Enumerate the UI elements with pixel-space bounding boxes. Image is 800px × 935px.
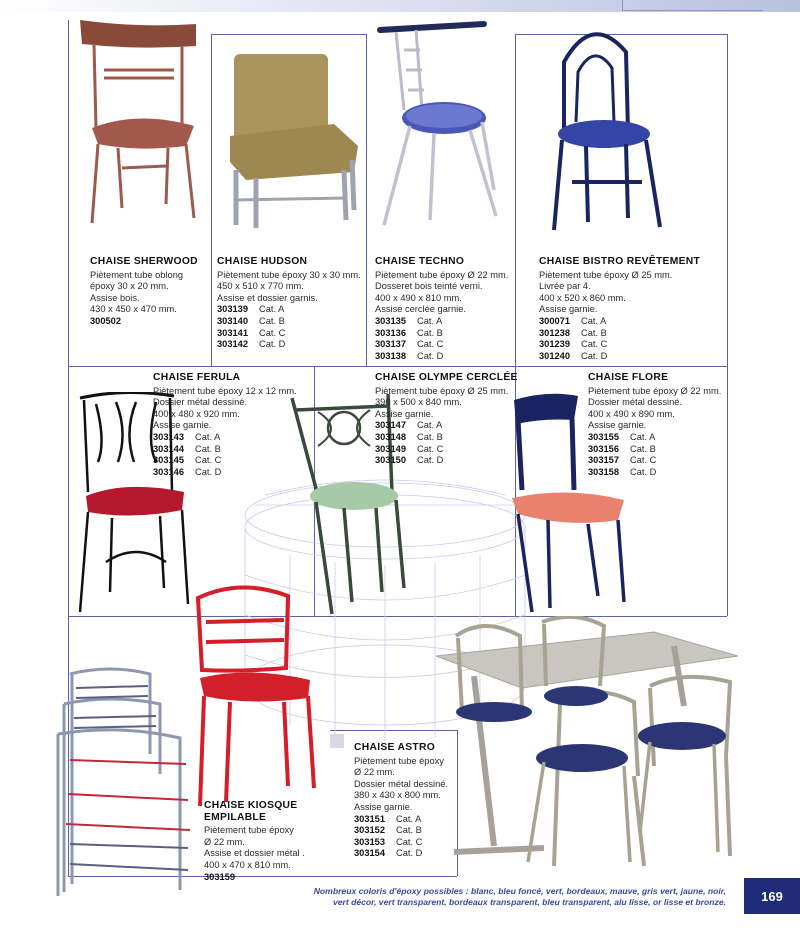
rule-h-3 <box>68 366 727 367</box>
astro-price-row <box>354 848 448 860</box>
bistro-price-row <box>539 351 700 363</box>
hudson-price-row <box>217 328 361 340</box>
category: Cat. B <box>417 327 443 338</box>
product-code: 303141 <box>217 327 249 338</box>
hudson-description <box>217 256 361 351</box>
techno-price-row <box>375 316 508 328</box>
color-options-note <box>250 886 726 908</box>
category: Cat. C <box>630 455 657 466</box>
ferula-price-row <box>153 444 297 456</box>
ferula-description <box>153 372 297 478</box>
category: Cat. D <box>630 466 657 477</box>
astro-line: Dossier métal dessiné. <box>354 778 449 789</box>
kiosque-line: Assise et dossier métal . <box>204 848 305 859</box>
techno-price-row <box>375 351 508 363</box>
flore-price-row <box>588 467 721 479</box>
astro-table-chairs-image <box>434 616 740 872</box>
bistro-chair-image <box>542 22 672 234</box>
product-code: 303152 <box>354 825 386 836</box>
category: Cat. B <box>195 443 221 454</box>
category: Cat. B <box>630 443 656 454</box>
flore-line: Piètement tube époxy Ø 22 mm. <box>588 385 722 396</box>
olympe-line: 390 x 500 x 840 mm. <box>375 397 462 408</box>
kiosque-title-2: EMPILABLE <box>204 811 267 823</box>
ferula-price-row <box>153 455 297 467</box>
kiosque-line: 400 x 470 x 810 mm. <box>204 859 291 870</box>
category: Cat. D <box>581 350 608 361</box>
category: Cat. D <box>259 339 286 350</box>
bistro-price-row <box>539 339 700 351</box>
category: Cat. C <box>396 836 423 847</box>
olympe-price-row <box>375 432 518 444</box>
bistro-line: 400 x 520 x 860 mm. <box>539 292 626 303</box>
category: Cat. B <box>259 315 285 326</box>
astro-line: Piètement tube époxy <box>354 755 444 766</box>
product-code: 303137 <box>375 339 407 350</box>
product-code: 303143 <box>153 431 185 442</box>
bistro-price-row <box>539 328 700 340</box>
sherwood-chair-image <box>78 18 208 228</box>
bistro-line: Piètement tube époxy Ø 25 mm. <box>539 269 673 280</box>
bistro-title: CHAISE BISTRO REVÊTEMENT <box>539 256 701 267</box>
kiosque-title: CHAISE KIOSQUE <box>204 800 298 811</box>
category: Cat. A <box>417 315 443 326</box>
category: Cat. C <box>417 339 444 350</box>
product-code: 303155 <box>588 431 620 442</box>
note-line-1: Nombreux coloris d'époxy possibles : blanc, bleu foncé, vert, bordeaux, mauve, gris vert, jaune, noir, <box>313 886 726 896</box>
olympe-price-row <box>375 420 518 432</box>
flore-price-row <box>588 444 721 456</box>
kiosque-line: Ø 22 mm. <box>204 836 245 847</box>
techno-line: Piètement tube époxy Ø 22 mm. <box>375 269 509 280</box>
product-code: 303140 <box>217 315 249 326</box>
astro-price-row <box>354 825 448 837</box>
astro-line: Assise garnie. <box>354 801 413 812</box>
stacked-chairs-image <box>50 664 200 900</box>
category: Cat. A <box>581 315 607 326</box>
sherwood-description <box>90 256 198 328</box>
kiosque-code: 303159 <box>204 871 236 882</box>
flore-line: Assise garnie. <box>588 420 647 431</box>
hudson-price-row <box>217 316 361 328</box>
hudson-line: Piètement tube époxy 30 x 30 mm. <box>217 269 361 280</box>
rule-v-2 <box>211 34 212 366</box>
category: Cat. C <box>195 455 222 466</box>
techno-chair-image <box>374 20 514 230</box>
product-code: 303142 <box>217 339 249 350</box>
product-code: 303146 <box>153 466 185 477</box>
olympe-price-row <box>375 444 518 456</box>
product-code: 303136 <box>375 327 407 338</box>
astro-line: Ø 22 mm. <box>354 767 395 778</box>
sherwood-line: Piètement tube oblong <box>90 269 184 280</box>
product-code: 303139 <box>217 304 249 315</box>
category: Cat. A <box>630 431 656 442</box>
ferula-line: Assise garnie. <box>153 420 212 431</box>
product-code: 301238 <box>539 327 571 338</box>
flore-line: Dossier métal dessiné. <box>588 397 683 408</box>
product-code: 303158 <box>588 466 620 477</box>
top-header-bar <box>0 0 800 12</box>
product-code: 301240 <box>539 350 571 361</box>
product-code: 303144 <box>153 443 185 454</box>
techno-line: Assise cerclée garnie. <box>375 304 466 315</box>
category: Cat. A <box>259 304 285 315</box>
kiosque-description <box>204 800 305 883</box>
category: Cat. B <box>417 431 443 442</box>
note-line-2: vert décor, vert transparent, bordeaux transparent, bleu transparent, alu lisse, or lisse et bronze. <box>332 897 726 907</box>
hudson-line: 450 x 510 x 770 mm. <box>217 281 304 292</box>
astro-line: 380 x 430 x 800 mm. <box>354 790 441 801</box>
product-code: 303157 <box>588 455 620 466</box>
flore-description <box>588 372 721 478</box>
flore-title: CHAISE FLORE <box>588 372 669 383</box>
flore-line: 400 x 490 x 890 mm. <box>588 408 675 419</box>
kiosque-chair-image <box>190 578 320 810</box>
product-code: 303145 <box>153 455 185 466</box>
category: Cat. D <box>195 466 222 477</box>
rule-v-3 <box>366 34 367 366</box>
techno-price-row <box>375 339 508 351</box>
category: Cat. C <box>417 443 444 454</box>
page-number: 169 <box>744 878 800 914</box>
sherwood-line: 430 x 450 x 470 mm. <box>90 304 177 315</box>
olympe-title: CHAISE OLYMPE CERCLÉE <box>375 372 518 383</box>
ferula-line: 400 x 480 x 920 mm. <box>153 408 240 419</box>
flore-price-row <box>588 455 721 467</box>
astro-price-row <box>354 814 448 826</box>
sherwood-title: CHAISE SHERWOOD <box>90 256 198 267</box>
olympe-line: Piètement tube époxy Ø 25 mm. <box>375 385 509 396</box>
product-code: 301239 <box>539 339 571 350</box>
category: Cat. D <box>417 455 444 466</box>
category: Cat. C <box>581 339 608 350</box>
techno-price-row <box>375 328 508 340</box>
hudson-chair-image <box>226 50 366 230</box>
techno-description <box>375 256 508 362</box>
product-code: 303149 <box>375 443 407 454</box>
bistro-line: Assise garnie. <box>539 304 598 315</box>
product-code: 303147 <box>375 420 407 431</box>
techno-line: Dosseret bois teinté verni. <box>375 281 483 292</box>
category: Cat. D <box>417 350 444 361</box>
ferula-line: Dossier métal dessiné. <box>153 397 248 408</box>
rule-v-1 <box>68 20 69 366</box>
astro-title: CHAISE ASTRO <box>354 742 436 753</box>
category: Cat. D <box>396 848 423 859</box>
ferula-price-row <box>153 467 297 479</box>
sherwood-code: 300502 <box>90 315 122 326</box>
category: Cat. C <box>259 327 286 338</box>
sherwood-line: Assise bois. <box>90 292 140 303</box>
olympe-line: Assise garnie. <box>375 408 434 419</box>
bistro-price-row <box>539 316 700 328</box>
product-code: 303135 <box>375 315 407 326</box>
flore-price-row <box>588 432 721 444</box>
olympe-price-row <box>375 455 518 467</box>
sherwood-line: époxy 30 x 20 mm. <box>90 281 169 292</box>
category: Cat. A <box>195 431 221 442</box>
kiosque-line: Piètement tube époxy <box>204 825 294 836</box>
product-code: 303156 <box>588 443 620 454</box>
category: Cat. B <box>396 825 422 836</box>
product-code: 303153 <box>354 836 386 847</box>
category: Cat. A <box>396 813 422 824</box>
olympe-description <box>375 372 518 467</box>
rule-h-1 <box>211 34 366 35</box>
category: Cat. B <box>581 327 607 338</box>
category: Cat. A <box>417 420 443 431</box>
bistro-line: Livrée par 4. <box>539 281 591 292</box>
astro-price-row <box>354 837 448 849</box>
product-code: 303151 <box>354 813 386 824</box>
astro-description <box>354 742 448 860</box>
hudson-title: CHAISE HUDSON <box>217 256 308 267</box>
product-code: 300071 <box>539 315 571 326</box>
product-code: 303154 <box>354 848 386 859</box>
product-code: 303138 <box>375 350 407 361</box>
rule-v-5 <box>727 34 728 616</box>
hudson-price-row <box>217 304 361 316</box>
product-code: 303150 <box>375 455 407 466</box>
ferula-title: CHAISE FERULA <box>153 372 241 383</box>
hudson-price-row <box>217 339 361 351</box>
header-tab <box>622 0 763 11</box>
product-code: 303148 <box>375 431 407 442</box>
techno-title: CHAISE TECHNO <box>375 256 465 267</box>
bistro-description <box>539 256 700 362</box>
ferula-line: Piètement tube époxy 12 x 12 mm. <box>153 385 297 396</box>
techno-line: 400 x 490 x 810 mm. <box>375 292 462 303</box>
ferula-price-row <box>153 432 297 444</box>
hudson-line: Assise et dossier garnis. <box>217 292 318 303</box>
